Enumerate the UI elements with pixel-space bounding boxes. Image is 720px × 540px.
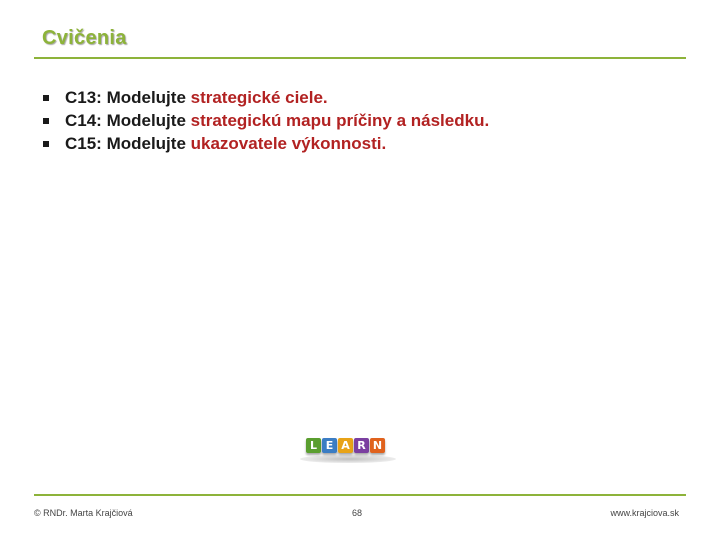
footer-page-number: 68	[352, 508, 363, 518]
title-divider	[34, 57, 686, 59]
learn-logo	[306, 438, 385, 453]
footer-author: © RNDr. Marta Krajčiová	[34, 508, 133, 518]
bullet-lead-text: C15: Modelujte	[65, 133, 191, 153]
bullet-marker-icon	[43, 141, 49, 147]
learn-block-e: E	[322, 438, 337, 453]
bullet-highlight-text: strategické ciele.	[190, 87, 328, 107]
bullet-marker-icon	[43, 95, 49, 101]
footer-website: www.krajciova.sk	[610, 508, 679, 518]
bullet-list	[40, 86, 489, 155]
footer-divider	[34, 494, 686, 496]
bullet-highlight-text: ukazovatele výkonnosti.	[190, 133, 387, 153]
learn-block-n: N	[370, 438, 385, 453]
slide-title: Cvičenia	[42, 27, 127, 49]
bullet-lead-text: C13: Modelujte	[65, 87, 191, 107]
bullet-marker-icon	[43, 118, 49, 124]
bullet-item	[40, 86, 489, 109]
bullet-highlight-text: strategickú mapu príčiny a následku.	[190, 110, 490, 130]
bullet-item	[40, 109, 489, 132]
learn-block-l: L	[306, 438, 321, 453]
bullet-item	[40, 132, 489, 155]
learn-block-a: A	[338, 438, 353, 453]
bullet-lead-text: C14: Modelujte	[65, 110, 191, 130]
learn-logo-shadow	[300, 455, 396, 463]
learn-block-r: R	[354, 438, 369, 453]
